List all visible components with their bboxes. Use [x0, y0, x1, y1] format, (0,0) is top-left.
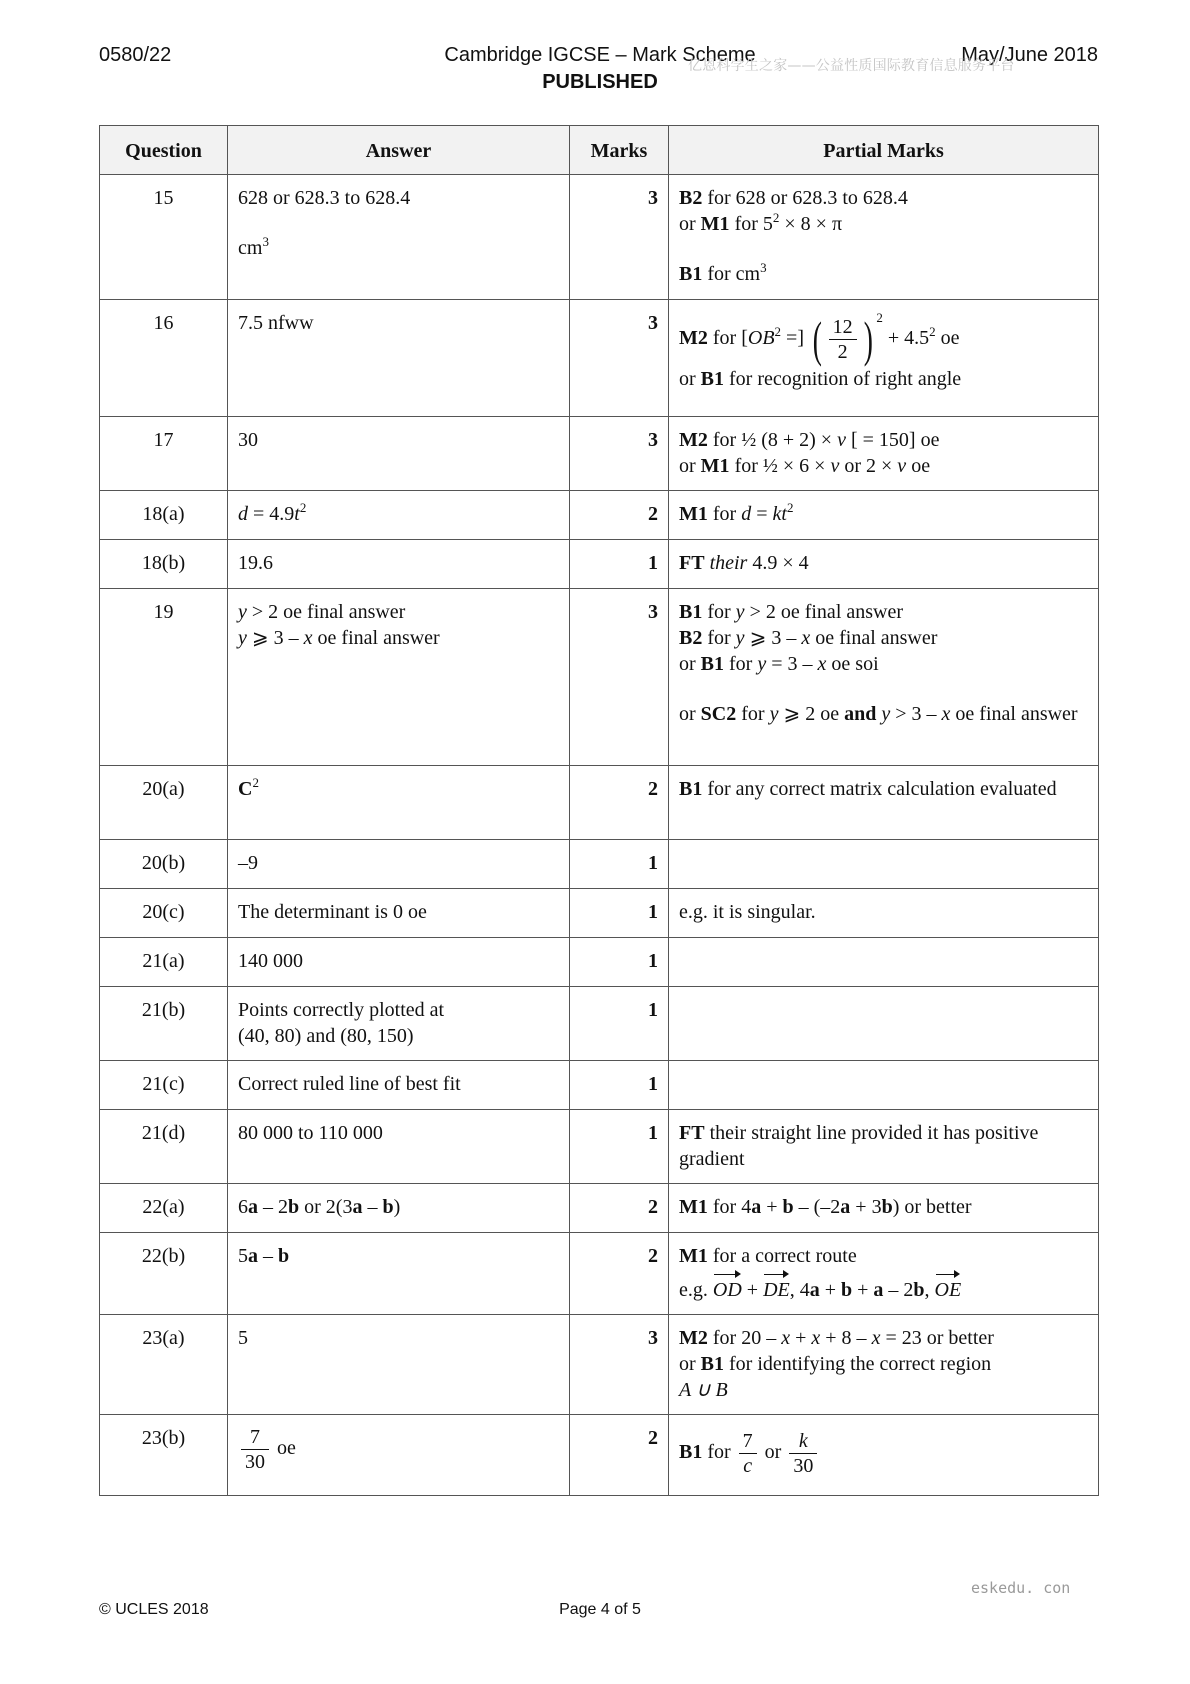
- table-row: [100, 1315, 1099, 1415]
- marks-value: 3: [570, 175, 669, 300]
- answer-cell: $d = 4.9t^2$: [228, 491, 570, 540]
- table-row: [100, 840, 1099, 889]
- partial-marks-cell: e.g. it is singular.: [669, 889, 1099, 938]
- answer-value: 80 000 to 110 000: [228, 1110, 570, 1184]
- partial-marks-cell: M2 for ½ (8 + 2) × v [ = 150] oe or M1 for ½ × 6 × v or 2 × v oe: [669, 417, 1099, 491]
- marks-value: 2: [570, 1184, 669, 1233]
- question-number: 23(b): [100, 1415, 228, 1496]
- partial-marks-cell: [669, 987, 1099, 1061]
- marks-value: 1: [570, 1061, 669, 1110]
- table-row: [100, 1233, 1099, 1315]
- watermark-top: 亿恩科学生之家——公益性质国际教育信息服务平台: [688, 58, 1015, 74]
- question-number: 22(a): [100, 1184, 228, 1233]
- marks-value: 2: [570, 766, 669, 840]
- partial-marks-cell: B1 for $\frac{7}{c}$ or $\frac{k}{30}$: [669, 1415, 1099, 1496]
- answer-value: 628 or 628.3 to 628.4: [238, 187, 411, 209]
- question-number: 22(b): [100, 1233, 228, 1315]
- answer-value: 5: [228, 1315, 570, 1415]
- column-header-marks: Marks: [570, 126, 669, 175]
- marks-value: 3: [570, 417, 669, 491]
- question-number: 18(a): [100, 491, 228, 540]
- marks-value: 1: [570, 540, 669, 589]
- published-label: PUBLISHED: [542, 71, 658, 93]
- answer-value: –9: [228, 840, 570, 889]
- marks-value: 3: [570, 300, 669, 417]
- fraction: $\frac{12}{2}$: [829, 315, 857, 364]
- answer-cell: 5a – b: [228, 1233, 570, 1315]
- mark-scheme-table: [99, 125, 1099, 1496]
- question-number: 21(d): [100, 1110, 228, 1184]
- partial-marks-cell: M1 for $d = kt^2$: [669, 491, 1099, 540]
- partial-marks-cell: [669, 938, 1099, 987]
- question-number: 19: [100, 589, 228, 766]
- answer-cell: 6a – 2b or 2(3a – b): [228, 1184, 570, 1233]
- partial-marks-cell: B2 for 628 or 628.3 to 628.4 or M1 for $5^2 \times 8 \times \pi$ B1 for $cm^3$: [669, 175, 1099, 300]
- question-number: 16: [100, 300, 228, 417]
- column-header-question: Question: [100, 126, 228, 175]
- partial-marks-cell: M2 for 20 – x + x + 8 – x = 23 or better or B1 for identifying the correct region A ∪ B: [669, 1315, 1099, 1415]
- copyright: © UCLES 2018: [99, 1601, 209, 1618]
- table-row: [100, 540, 1099, 589]
- partial-marks-cell: [669, 1061, 1099, 1110]
- marks-value: 1: [570, 987, 669, 1061]
- column-header-answer: Answer: [228, 126, 570, 175]
- answer-cell: Points correctly plotted at (40, 80) and (80, 150): [228, 987, 570, 1061]
- answer-value: 30: [228, 417, 570, 491]
- table-row: [100, 1110, 1099, 1184]
- watermark-bottom: eskedu. con: [971, 1579, 1071, 1597]
- partial-marks-cell: FT their straight line provided it has positive gradient: [669, 1110, 1099, 1184]
- table-row: [100, 491, 1099, 540]
- table-row: [100, 987, 1099, 1061]
- answer-unit: $cm^3$: [238, 234, 269, 259]
- partial-marks-cell: FT their 4.9 × 4: [669, 540, 1099, 589]
- table-row: [100, 766, 1099, 840]
- answer-value: The determinant is 0 oe: [228, 889, 570, 938]
- table-row: [100, 300, 1099, 417]
- answer-cell: $\frac{7}{30}$ oe: [228, 1415, 570, 1496]
- question-number: 15: [100, 175, 228, 300]
- marks-value: 1: [570, 840, 669, 889]
- table-header-row: [100, 126, 1099, 175]
- question-number: 20(c): [100, 889, 228, 938]
- exam-session: May/June 2018: [961, 44, 1098, 66]
- column-header-partial-marks: Partial Marks: [669, 126, 1099, 175]
- marks-value: 1: [570, 889, 669, 938]
- partial-marks-cell: M1 for a correct route e.g. OD + DE, 4a + b + a – 2b, OE: [669, 1233, 1099, 1315]
- table-row: [100, 1061, 1099, 1110]
- table-row: [100, 938, 1099, 987]
- table-row: [100, 417, 1099, 491]
- partial-marks-cell: M2 for [$OB^2$ =] ( $\frac{12}{2}$ ) $^2 + 4.5^2$ oe or B1 for recognition of right angle: [669, 300, 1099, 417]
- page-number: Page 4 of 5: [559, 1601, 641, 1618]
- question-number: 21(c): [100, 1061, 228, 1110]
- marks-value: 1: [570, 1110, 669, 1184]
- question-number: 21(b): [100, 987, 228, 1061]
- fraction: $\frac{7}{c}$: [739, 1429, 757, 1478]
- vector-de: DE: [763, 1273, 790, 1303]
- vector-od: OD: [713, 1273, 742, 1303]
- question-number: 23(a): [100, 1315, 228, 1415]
- marks-value: 3: [570, 589, 669, 766]
- table-row: [100, 1415, 1099, 1496]
- answer-cell: y > 2 oe final answer y ⩾ 3 – x oe final answer: [228, 589, 570, 766]
- marks-value: 2: [570, 1415, 669, 1496]
- marks-value: 1: [570, 938, 669, 987]
- answer-value: Correct ruled line of best fit: [228, 1061, 570, 1110]
- answer-value: 19.6: [228, 540, 570, 589]
- answer-cell: $C^2$: [228, 766, 570, 840]
- question-number: 17: [100, 417, 228, 491]
- answer-value: 7.5 nfww: [228, 300, 570, 417]
- question-number: 18(b): [100, 540, 228, 589]
- marks-value: 3: [570, 1315, 669, 1415]
- table-row: [100, 589, 1099, 766]
- paper-code: 0580/22: [99, 44, 172, 66]
- table-row: [100, 1184, 1099, 1233]
- marks-value: 2: [570, 491, 669, 540]
- partial-marks-cell: B1 for any correct matrix calculation evaluated: [669, 766, 1099, 840]
- question-number: 21(a): [100, 938, 228, 987]
- fraction: $\frac{k}{30}$: [789, 1429, 817, 1478]
- question-number: 20(a): [100, 766, 228, 840]
- vector-oe: OE: [935, 1273, 962, 1303]
- document-title: Cambridge IGCSE – Mark Scheme: [444, 44, 756, 66]
- partial-marks-cell: B1 for y > 2 oe final answer B2 for y ⩾ 3 – x oe final answer or B1 for y = 3 – x oe soi or SC2 for y ⩾ 2 oe and y > 3 – x oe final answer: [669, 589, 1099, 766]
- answer-cell: [228, 175, 570, 300]
- table-row: [100, 175, 1099, 300]
- marks-value: 2: [570, 1233, 669, 1315]
- partial-marks-cell: M1 for 4a + b – (–2a + 3b) or better: [669, 1184, 1099, 1233]
- table-row: [100, 889, 1099, 938]
- answer-value: 140 000: [228, 938, 570, 987]
- partial-marks-cell: [669, 840, 1099, 889]
- question-number: 20(b): [100, 840, 228, 889]
- fraction: $\frac{7}{30}$: [241, 1425, 269, 1474]
